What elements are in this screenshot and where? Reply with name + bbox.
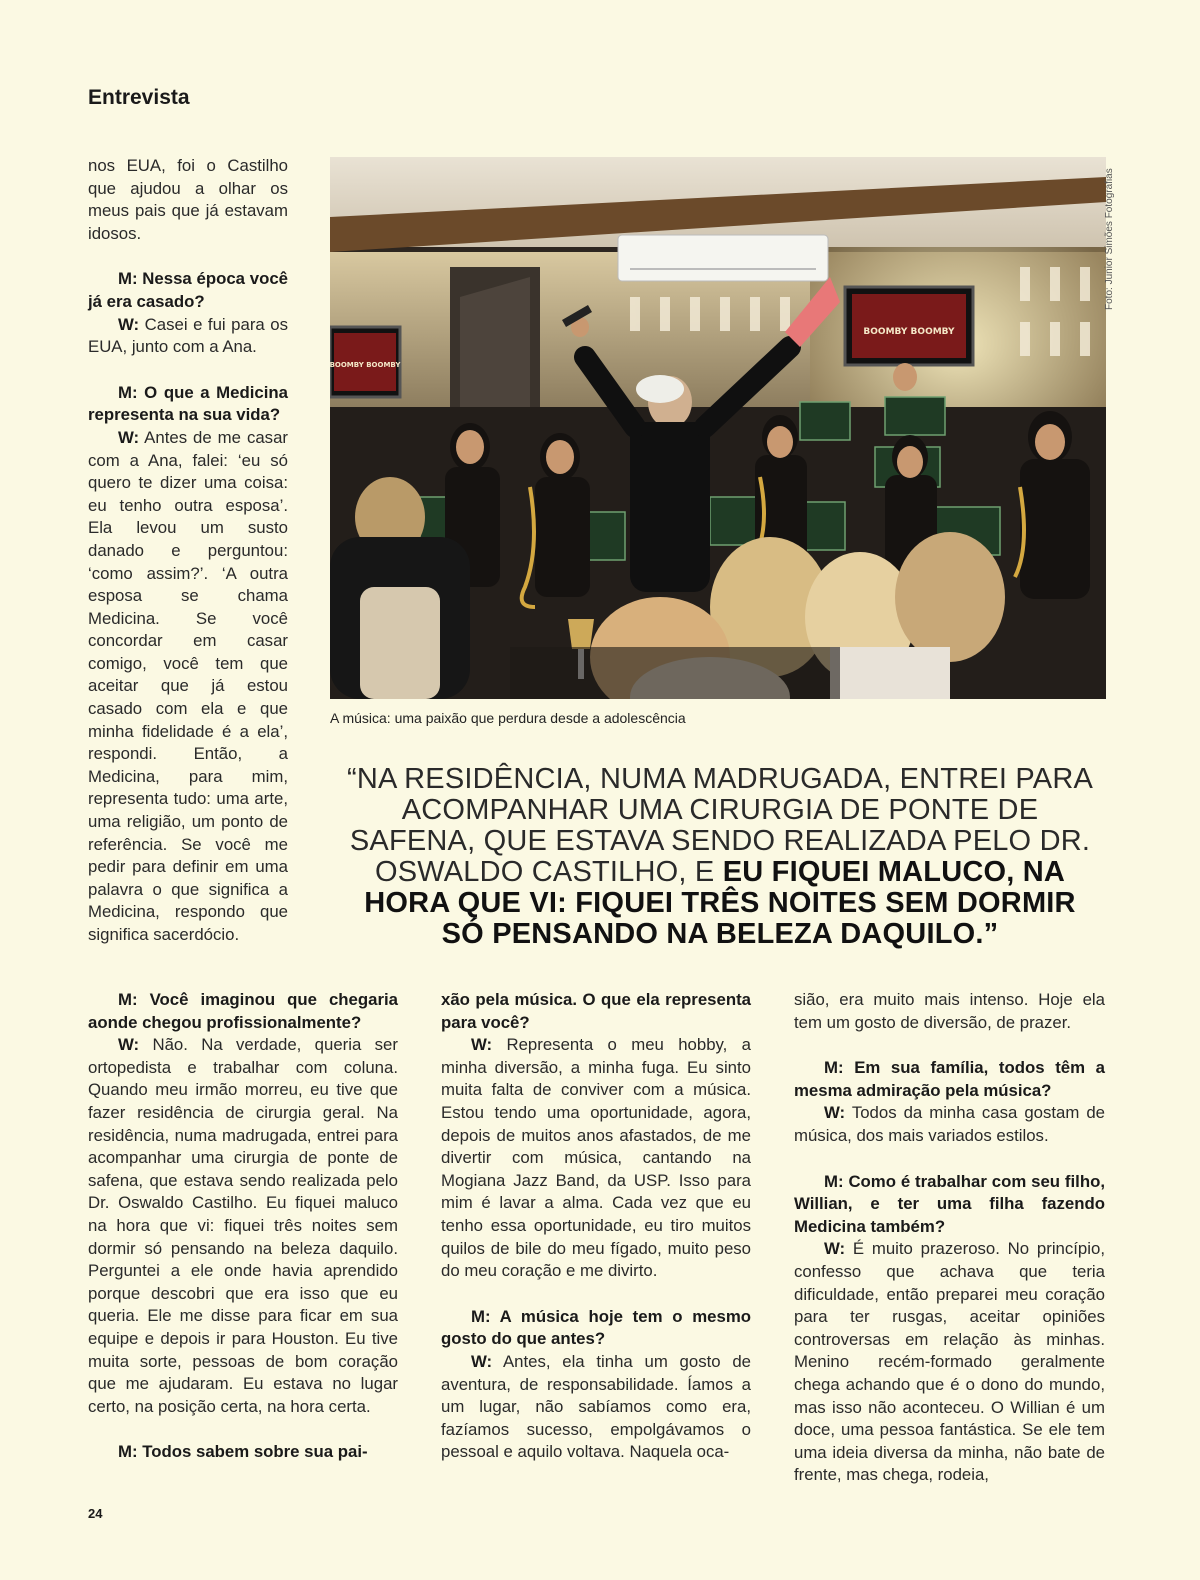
answer-lead: W: — [118, 1035, 140, 1055]
text-column-left-top — [88, 155, 288, 947]
interview-question: M: Você imaginou que chegaria aonde chegou profissionalmente? — [88, 990, 398, 1032]
answer-lead: W: — [471, 1351, 493, 1371]
text-column-1 — [88, 989, 398, 1464]
answer-lead: W: — [824, 1239, 846, 1259]
photo-credit: Foto: Junior Simões Fotografias — [1104, 168, 1115, 310]
interview-answer — [88, 314, 288, 359]
interview-answer — [441, 1351, 751, 1464]
interview-question: M: Em sua família, todos têm a mesma admiração pela música? — [794, 1058, 1105, 1100]
pull-quote-light: “NA RESIDÊNCIA, NUMA MADRUGADA, ENTREI PARA ACOMPANHAR UMA CIRURGIA DE PONTE DE SAFENA, QUE ESTAVA SENDO REALIZADA PELO DR. OSWALDO CASTILHO, E — [346, 763, 1094, 888]
interview-question: M: O que a Medicina representa na sua vida? — [88, 382, 288, 425]
interview-answer — [794, 1102, 1105, 1147]
section-label: Entrevista — [88, 86, 190, 109]
answer-lead: W: — [118, 427, 140, 447]
answer-text: Representa o meu hobby, a minha diversão, a minha fuga. Eu sinto muita falta de conviver com a música. Estou tendo uma oportunidade, agora, depois de muitos anos afastados, de me divertir com música, cantando na Mogiana Jazz Band, da USP. Isso para mim é lavar a alma. Cada vez que eu tenho essa oportunidade, eu tiro muitos quilos de bile do meu fígado, muito peso do meu coração e me divirto. — [441, 1035, 752, 1281]
interview-question: xão pela música. O que ela representa para você? — [441, 990, 751, 1032]
page-number: 24 — [88, 1506, 103, 1521]
answer-text: Antes de me casar com a Ana, falei: ‘eu só quero te dizer uma coisa: eu tenho outra esposa’. Ela levou um susto danado e perguntou: ‘como assim?’. ‘A outra esposa se chama Medicina. Se você concordar em casar comigo, você tem que aceitar que já estou casado com ela e que minha fidelidade é a ela’, respondi. Então, a Medicina, para mim, representa tudo: uma arte, uma religião, um ponto de referência. Se você me pedir para definir em uma palavra o que significa a Medicina, respondo que significa sacerdócio. — [88, 427, 288, 944]
answer-text: Antes, ela tinha um gosto de aventura, de responsabilidade. Íamos a um lugar, não sabíamos como era, fazíamos sucesso, empolgávamos o pessoal e aquilo voltava. Naquela oca- — [441, 1351, 751, 1462]
tv-screen-left-text: BOOMBY BOOMBY — [330, 361, 401, 369]
interview-answer — [441, 1034, 751, 1283]
interview-question: M: Nessa época você já era casado? — [88, 269, 288, 311]
text-column-3 — [794, 989, 1105, 1487]
paragraph: nos EUA, foi o Castilho que ajudou a olhar os meus pais que já estavam idosos. — [88, 156, 288, 243]
interview-question: M: Como é trabalhar com seu filho, Willian, e ter uma filha fazendo Medicina também? — [794, 1171, 1105, 1236]
answer-text: É muito prazeroso. No princípio, confesso que achava que teria dificuldade, então preparei meu coração para ter rusgas, aceitar opiniões controversas em relação às minhas. Menino recém-formado geralmente chega achando que é o dono do mundo, mas isso não aconteceu. O Willian é um doce, uma pessoa fantástica. Se ele tem uma ideia diversa da minha, não bate de frente, mas chega, rodeia, — [794, 1239, 1105, 1485]
answer-lead: W: — [824, 1103, 846, 1123]
interview-answer — [794, 1238, 1105, 1487]
band-photo-illustration — [330, 157, 1106, 699]
pull-quote-strong: EU FIQUEI MALUCO, NA HORA QUE VI: FIQUEI TRÊS NOITES SEM DORMIR SÓ PENSANDO NA BELEZA DAQUILO.” — [364, 856, 1076, 950]
interview-question: M: A música hoje tem o mesmo gosto do que antes? — [441, 1306, 751, 1349]
answer-text: Todos da minha casa gostam de música, dos mais variados estilos. — [794, 1103, 1106, 1145]
text-column-2 — [441, 989, 751, 1464]
paragraph: sião, era muito mais intenso. Hoje ela tem um gosto de diversão, de prazer. — [794, 990, 1105, 1032]
pull-quote — [340, 764, 1100, 950]
answer-text: Não. Na verdade, queria ser ortopedista e trabalhar com coluna. Quando meu irmão morreu, eu tive que fazer residência de cirurgia geral. Na residência, numa madrugada, entrei para acompanhar uma cirurgia de ponte de safena, que estava sendo realizada pelo Dr. Oswaldo Castilho. Eu fiquei maluco na hora que vi: fiquei três noites sem dormir só pensando na beleza daquilo. Perguntei a ele onde havia aprendido porque descobri que era isso que eu queria. Ele me disse para ficar em sua equipe e depois ir para Houston. Eu tive muita sorte, pessoas de bom coração que me ajudaram. Eu estava no lugar certo, na posição certa, na hora certa. — [88, 1035, 398, 1416]
interview-answer — [88, 1034, 398, 1418]
tv-screen-right-text: BOOMBY BOOMBY — [863, 327, 955, 337]
answer-text: Casei e fui para os EUA, junto com a Ana. — [88, 314, 289, 357]
answer-lead: W: — [471, 1035, 493, 1055]
interview-answer — [88, 427, 288, 947]
band-photo — [330, 157, 1106, 699]
interview-question: M: Todos sabem sobre sua pai- — [118, 1442, 368, 1462]
answer-lead: W: — [118, 314, 140, 334]
photo-caption: A música: uma paixão que perdura desde a adolescência — [330, 710, 686, 726]
